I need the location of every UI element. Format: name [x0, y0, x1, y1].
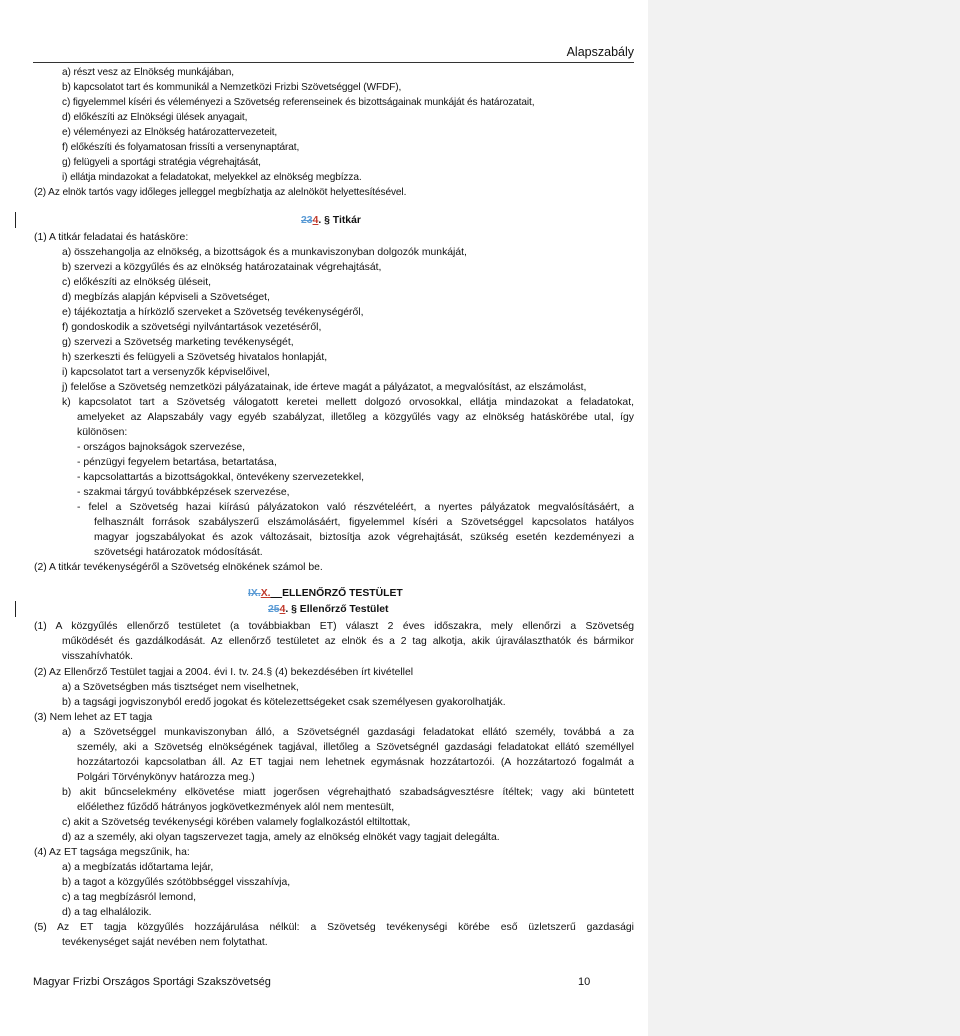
list-item: e) tájékoztatja a hírközlő szerveket a Szövetség tevékenységéről, — [62, 307, 364, 318]
list-item: c) a tag megbízásról lemond, — [62, 892, 196, 903]
paragraph: (2) A titkár tevékenységéről a Szövetség elnökének számol be. — [34, 562, 323, 573]
list-item-cont: hozzátartozói kapcsolatban áll. Az ET tagjai nem lehetnek egymásnak hozzátartozói. (A hozzátartozó fogalmát a — [77, 757, 634, 768]
list-item: c) akit a Szövetség tevékenységi körében valamely foglalkozástól eltiltottak, — [62, 817, 411, 828]
comment-margin-pane — [648, 0, 960, 1036]
section-heading — [301, 213, 361, 228]
list-item: e) véleményezi az Elnökség határozattervezeteit, — [62, 127, 278, 138]
paragraph-cont: tevékenységet saját nevében nem folytathat. — [62, 937, 268, 948]
list-item-cont: amelyeket az Alapszabály vagy egyéb szabályzat, illetőleg a közgyűlés vagy az elnökség hatáskörébe utal, így — [77, 412, 634, 423]
list-item: g) szervezi a Szövetség marketing tevékenységét, — [62, 337, 294, 348]
list-item-cont: különösen: — [77, 427, 128, 438]
list-item: b) akit bűncselekmény elkövetése miatt jogerősen végrehajtható szabadságvesztésre ítéltek; vagy aki büntetett — [62, 787, 634, 798]
list-item: b) kapcsolatot tart és kommunikál a Nemzetközi Frizbi Szövetséggel (WFDF), — [62, 82, 402, 93]
paragraph-cont: működését és gazdálkodását. Az ellenőrző testületet az elnök és a 2 tag alkotja, akik újraválaszthatók és bármikor — [62, 636, 634, 647]
header-rule — [33, 62, 634, 63]
dash-item: - kapcsolattartás a bizottságokkal, öntevékeny szervezetekkel, — [77, 472, 365, 483]
deleted-number: 25 — [268, 604, 280, 615]
list-item-cont: előélethez fűződő hátrányos jogkövetkezmények alól nem mentesült, — [77, 802, 395, 813]
paragraph: (2) Az elnök tartós vagy időleges jelleggel megbízhatja az alelnököt helyettesítésével. — [34, 187, 407, 198]
list-item: a) a Szövetséggel munkaviszonyban álló, a Szövetségnél gazdasági feladatokat ellátó személy, továbbá a za — [62, 727, 634, 738]
section-title: . § Titkár — [318, 215, 361, 226]
list-item: d) megbízás alapján képviseli a Szövetséget, — [62, 292, 270, 303]
dash-item-cont: magyar jogszabályokat és azok változásait, biztosítja azok végrehajtását, szükség esetén kezdeményezi a — [94, 532, 634, 543]
list-item: f) gondoskodik a szövetségi nyilvántartások vezetéséről, — [62, 322, 322, 333]
list-item: b) a tagot a közgyűlés szótöbbséggel visszahívja, — [62, 877, 291, 888]
list-item: c) előkészíti az elnökség üléseit, — [62, 277, 212, 288]
list-item: k) kapcsolatot tart a Szövetség válogatott keretei mellett dolgozó orvosokkal, ellátja mindazokat a feladatokat, — [62, 397, 634, 408]
chapter-title: ELLENŐRZŐ TESTÜLET — [282, 588, 403, 599]
list-item: a) a megbízatás időtartama lejár, — [62, 862, 214, 873]
dash-item-cont: szövetségi határozatok módosítását. — [94, 547, 263, 558]
paragraph: (1) A közgyűlés ellenőrző testületet (a továbbiakban ET) választ 2 éves időszakra, mely ellenőrzi a Szövetség — [34, 621, 634, 632]
inserted-number: 4 — [279, 604, 286, 615]
list-item: d) az a személy, aki olyan tagszervezet tagja, amely az elnökség elnökét vagy tagjait delegálta. — [62, 832, 500, 843]
running-header: Alapszabály — [566, 45, 634, 59]
paragraph: (2) Az Ellenőrző Testület tagjai a 2004. évi I. tv. 24.§ (4) bekezdésében írt kivétellel — [34, 667, 414, 678]
list-item-cont: személy, aki a Szövetség elnökségének tagjával, illetőleg a Szövetségnél gazdasági feladatokat ellátó személlyel — [77, 742, 634, 753]
list-item-cont: Polgári Törvénykönyv határozza meg.) — [77, 772, 255, 783]
dash-item-cont: felhasznált források szabályszerű elszámolásáért, figyelemmel kíséri a Szövetséggel kapcsolatos hatályos — [94, 517, 634, 528]
change-bar — [15, 601, 16, 617]
inserted-number: 4 — [312, 215, 319, 226]
list-item: b) szervezi a közgyűlés és az elnökség határozatainak végrehajtását, — [62, 262, 382, 273]
list-item: j) felelőse a Szövetség nemzetközi pályázatainak, ide érteve magát a pályázatot, a megvalósítást, az elszámolást, — [62, 382, 587, 393]
list-item: i) ellátja mindazokat a feladatokat, melyekkel az elnökség megbízza. — [62, 172, 362, 183]
list-item: h) szerkeszti és felügyeli a Szövetség hivatalos honlapját, — [62, 352, 328, 363]
list-item: f) előkészíti és folyamatosan frissíti a versenynaptárat, — [62, 142, 300, 153]
page-number: 10 — [578, 976, 591, 988]
list-item: a) a Szövetségben más tisztséget nem viselhetnek, — [62, 682, 299, 693]
list-item: a) összehangolja az elnökség, a bizottságok és a munkaviszonyban dolgozók munkáját, — [62, 247, 467, 258]
list-item: d) előkészíti az Elnökségi ülések anyagait, — [62, 112, 248, 123]
paragraph: (4) Az ET tagsága megszűnik, ha: — [34, 847, 190, 858]
paragraph: (1) A titkár feladatai és hatásköre: — [34, 232, 189, 243]
paragraph: (5) Az ET tagja közgyűlés hozzájárulása nélkül: a Szövetség tevékenységi körébe eső üzletszerű gazdasági — [34, 922, 634, 933]
change-bar — [15, 212, 16, 228]
list-item: b) a tagsági jogviszonyból eredő jogokat és kötelezettségeket csak személyesen gyakorolhatják. — [62, 697, 506, 708]
deleted-number: 23 — [301, 215, 313, 226]
paragraph: (3) Nem lehet az ET tagja — [34, 712, 153, 723]
chapter-heading — [248, 586, 403, 601]
dash-item: - szakmai tárgyú továbbképzések szervezése, — [77, 487, 290, 498]
deleted-chapter-number: IX. — [248, 588, 261, 599]
dash-item: - országos bajnokságok szervezése, — [77, 442, 246, 453]
dash-item: - pénzügyi fegyelem betartása, betartatása, — [77, 457, 277, 468]
paragraph-cont: visszahívhatók. — [62, 651, 134, 662]
section-title: . § Ellenőrző Testület — [285, 604, 389, 615]
section-heading — [268, 602, 389, 617]
list-item: d) a tag elhalálozik. — [62, 907, 152, 918]
footer-org: Magyar Frizbi Országos Sportági Szakszövetség — [33, 976, 271, 988]
list-item: c) figyelemmel kíséri és véleményezi a Szövetség referenseinek és bizottságainak munkáját és határozatait, — [62, 97, 535, 108]
dash-item: - felel a Szövetség hazai kiírású pályázatokon való részvételéért, a nyertes pályázatok megvalósításáért, a — [77, 502, 634, 513]
inserted-chapter-number: X. — [260, 588, 271, 599]
list-item: a) részt vesz az Elnökség munkájában, — [62, 67, 234, 78]
list-item: i) kapcsolatot tart a versenyzők képviselőivel, — [62, 367, 270, 378]
list-item: g) felügyeli a sportági stratégia végrehajtását, — [62, 157, 261, 168]
